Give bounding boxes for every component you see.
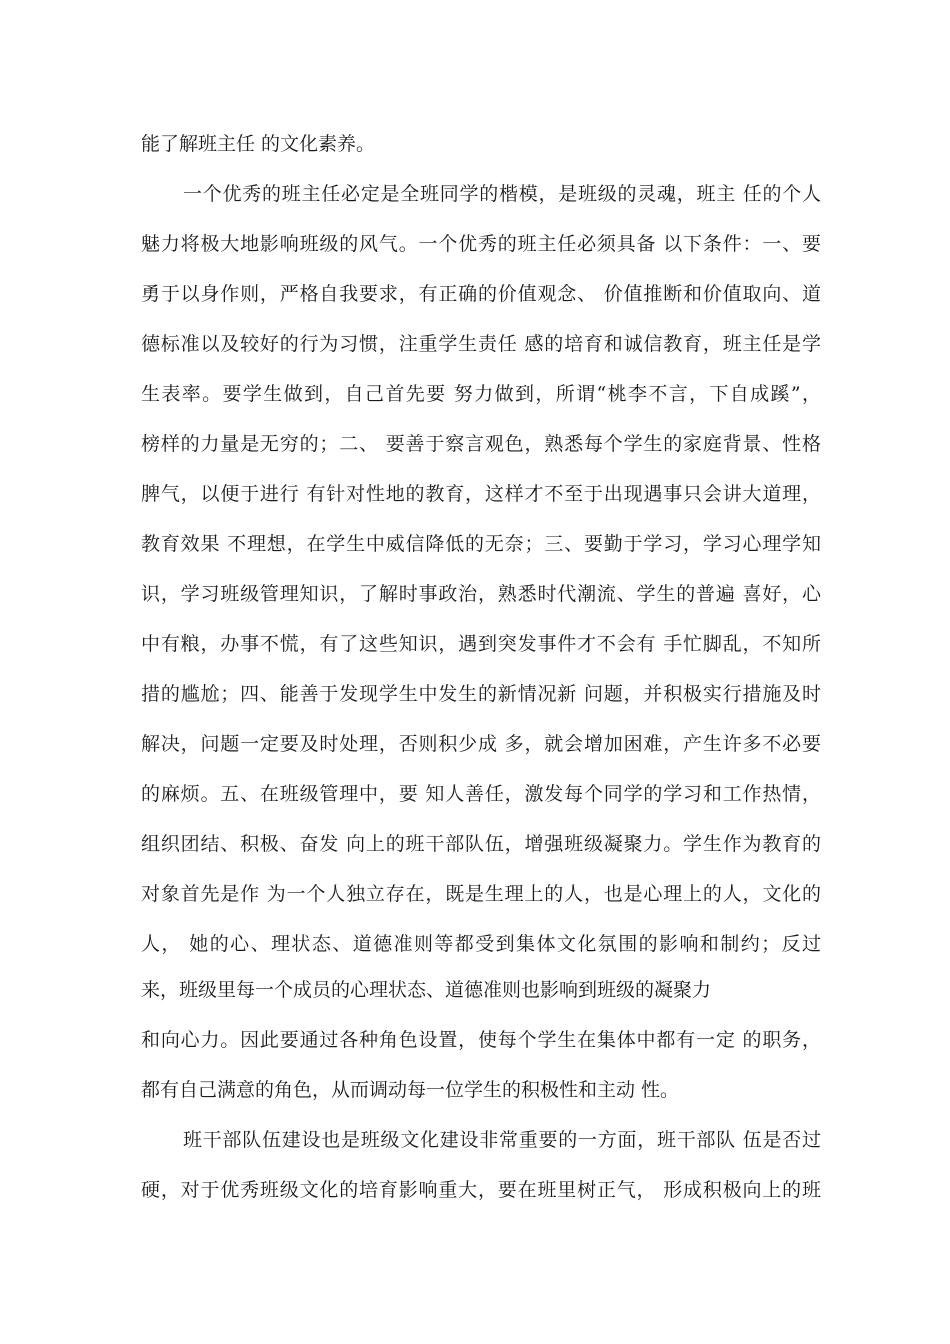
- text-line: 对象首先是作 为一个人独立存在，既是生理上的人，也是心理上的人，文化的: [141, 883, 821, 905]
- text-line: 中有粮，办事不慌，有了这些知识，遇到突发事件才不会有 手忙脚乱，不知所: [141, 633, 821, 655]
- text-line: 德标准以及较好的行为习惯，注重学生责任 感的培育和诚信教育，班主任是学: [141, 333, 821, 355]
- text-line: 能了解班主任 的文化素养。: [141, 133, 376, 155]
- text-line: 和向心力。因此要通过各种角色设置，使每个学生在集体中都有一定 的职务，: [141, 1029, 821, 1051]
- text-line: 榜样的力量是无穷的；二、 要善于察言观色，熟悉每个学生的家庭背景、性格: [141, 433, 821, 455]
- text-line: 识，学习班级管理知识，了解时事政治，熟悉时代潮流、学生的普遍 喜好，心: [141, 583, 821, 605]
- text-line: 勇于以身作则，严格自我要求，有正确的价值观念、 价值推断和价值取向、道: [141, 283, 821, 305]
- text-line: 硬，对于优秀班级文化的培育影响重大，要在班里树正气， 形成积极向上的班: [141, 1179, 821, 1201]
- text-line: 的麻烦。五、在班级管理中，要 知人善任，激发每个同学的学习和工作热情，: [141, 783, 821, 805]
- text-line: 组织团结、积极、奋发 向上的班干部队伍，增强班级凝聚力。学生作为教育的: [141, 833, 821, 855]
- text-line: 教育效果 不理想，在学生中威信降低的无奈；三、要勤于学习，学习心理学知: [141, 533, 821, 555]
- text-line: 一个优秀的班主任必定是全班同学的楷模，是班级的灵魂，班主 任的个人: [183, 183, 821, 205]
- text-line: 魅力将极大地影响班级的风气。一个优秀的班主任必须具备 以下条件：一、要: [141, 233, 821, 255]
- text-line: 脾气，以便于进行 有针对性地的教育，这样才不至于出现遇事只会讲大道理，: [141, 483, 821, 505]
- text-line: 解决，问题一定要及时处理，否则积少成 多，就会增加困难，产生许多不必要: [141, 733, 821, 755]
- text-line: 人， 她的心、理状态、道德准则等都受到集体文化氛围的影响和制约；反过: [141, 933, 821, 955]
- text-line: 都有自己满意的角色，从而调动每一位学生的积极性和主动 性。: [141, 1079, 680, 1101]
- text-line: 措的尴尬；四、能善于发现学生中发生的新情况新 问题，并积极实行措施及时: [141, 683, 821, 705]
- text-line: 生表率。要学生做到，自己首先要 努力做到，所谓“桃李不言，下自成蹊”，: [141, 383, 821, 405]
- text-line: 来，班级里每一个成员的心理状态、道德准则也影响到班级的凝聚力: [141, 979, 712, 1001]
- text-line: 班干部队伍建设也是班级文化建设非常重要的一方面，班干部队 伍是否过: [183, 1129, 821, 1151]
